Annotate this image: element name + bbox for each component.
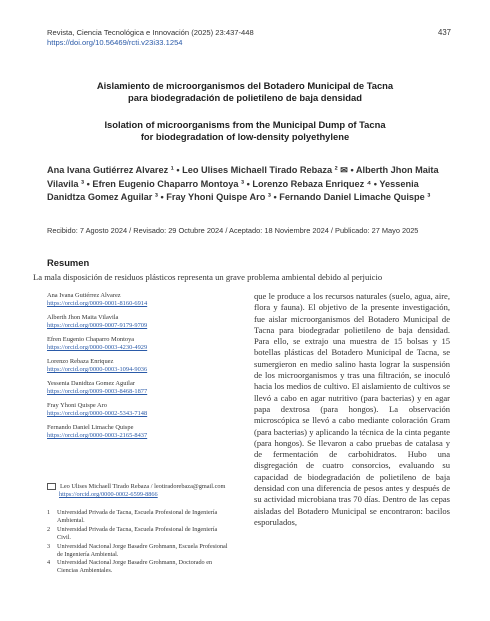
orcid-entry [47, 314, 227, 330]
orcid-entry [47, 402, 227, 418]
abstract-first-line: La mala disposición de residuos plásticos representa un grave problema ambiental debido al perjuicio [33, 272, 383, 282]
abstract-heading: Resumen [47, 257, 90, 268]
orcid-link[interactable]: https://orcid.org/0000-0002-5343-7148 [47, 410, 148, 417]
affiliation-item [47, 509, 232, 525]
orcid-entry [47, 336, 227, 352]
correspondence [47, 483, 232, 499]
affiliation-number: 4 [47, 559, 51, 567]
orcid-author-name: Lorenzo Rebaza Enriquez [47, 358, 114, 365]
orcid-entry [47, 358, 227, 374]
affiliation-number: 3 [47, 542, 51, 550]
orcid-author-name: Yessenia Danidtza Gomez Aguilar [47, 380, 135, 387]
affiliation-item [47, 526, 232, 542]
orcid-link[interactable]: https://orcid.org/0000-0003-2165-8437 [47, 432, 148, 439]
orcid-entry [47, 292, 227, 308]
orcid-author-name: Fray Yhoni Quispe Aro [47, 402, 107, 409]
orcid-entry [47, 380, 227, 396]
orcid-entry [47, 424, 227, 440]
affiliation-text: Universidad Nacional Jorge Basadre Grohmann, Escuela Profesional de Ingeniería Ambiental. [57, 542, 228, 558]
orcid-link[interactable]: https://orcid.org/0009-0007-9179-9709 [47, 322, 148, 329]
publication-dates: Recibido: 7 Agosto 2024 / Revisado: 29 Octubre 2024 / Aceptado: 18 Noviembre 2024 / Publicado: 27 Mayo 2025 [47, 226, 419, 235]
title-spanish-line-2: para biodegradación de polietileno de baja densidad [128, 92, 362, 103]
affiliation-item [47, 559, 232, 575]
abstract-body: que le produce a los recursos naturales (suelo, agua, aire, flora y fauna). El objetivo de la presente investigación, fue aislar microorganismos del Botadero Municipal de Tacna para biodegradar polietileno de baja densidad. Para ello, se extrajo una muestra de 15 bolsas y 15 botellas plásticas del Botadero Municipal de Tacna, se sumergieron en medio salino hasta lograr la suspensión de los microorganismos y tras una filtración, se inoculó hacia los medios de cultivo. El aislamiento de cultivos se llevó a cabo en agar nutritivo (para bacterias) y en agar papa dextrosa (para hongos). La observación microscópica se llevó a cabo mediante coloración Gram (para bacterias) y aplicando la técnica de la cinta pegante (para hongos). Se llevaron a cabo pruebas de catalasa y de fermentación de carbohidratos. Hubo una disgregación de cuatro consorcios, evaluando su capacidad de biodegradación de polietileno de baja densidad con una diferencia de pesos antes y después de su actividad microbiana tras 70 días. Dentro de las cepas aisladas del Botadero Municipal se encontraron: bacilos esporulados, [254, 291, 450, 527]
correspondence-orcid-link[interactable]: https://orcid.org/0000-0002-6599-8866 [59, 491, 158, 498]
orcid-author-name: Ana Ivana Gutiérrez Alvarez [47, 292, 121, 299]
orcid-author-name: Fernando Daniel Limache Quispe [47, 424, 134, 431]
affiliation-list [47, 509, 232, 576]
orcid-link[interactable]: https://orcid.org/0009-0001-8160-6914 [47, 300, 148, 307]
orcid-link[interactable]: https://orcid.org/0000-0003-1094-9036 [47, 366, 148, 373]
correspondence-text: Leo Ulises Michaell Tirado Rebaza / leotiradorebaza@gmail.com [60, 483, 226, 490]
affiliation-number: 1 [47, 509, 51, 516]
orcid-author-name: Efren Eugenio Chaparro Montoya [47, 336, 135, 343]
envelope-icon [47, 483, 56, 490]
author-list: Ana Ivana Gutiérrez Alvarez ¹ • Leo Ulises Michaell Tirado Rebaza ² ✉ • Alberth Jhon Maita Vilavila ³ • Efren Eugenio Chaparro Montoya ³ • Lorenzo Rebaza Enriquez ⁴ • Yessenia Danidtza Gomez Aguilar ³ • Fray Yhoni Quispe Aro ³ • Fernando Daniel Limache Quispe ³ [47, 165, 439, 203]
page-number: 437 [437, 28, 451, 37]
journal-citation: Revista, Ciencia Tecnológica e Innovación (2025) 23:437-448 [47, 28, 254, 37]
affiliation-text: Universidad Privada de Tacna, Escuela Profesional de Ingeniería Civil. [57, 525, 218, 541]
affiliation-text: Universidad Nacional Jorge Basadre Grohmann, Doctorado en Ciencias Ambientales. [57, 559, 213, 575]
doi-link[interactable]: https://doi.org/10.56469/rcti.v23i33.1254 [47, 38, 183, 47]
title-spanish [40, 80, 450, 104]
title-english-line-1: Isolation of microorganisms from the Municipal Dump of Tacna [104, 119, 386, 130]
affiliation-number: 2 [47, 525, 51, 533]
abstract-column [254, 291, 450, 528]
orcid-link[interactable]: https://orcid.org/0000-0003-4230-4929 [47, 344, 148, 351]
orcid-list [47, 292, 227, 446]
orcid-link[interactable]: https://orcid.org/0009-0003-8468-1877 [47, 388, 148, 395]
affiliation-text: Universidad Privada de Tacna, Escuela Profesional de Ingeniería Ambiental. [57, 509, 218, 524]
title-english [40, 119, 450, 143]
orcid-author-name: Alberth Jhon Maita Vilavila [47, 314, 119, 321]
affiliation-item [47, 543, 232, 559]
title-spanish-line-1: Aislamiento de microorganismos del Botadero Municipal de Tacna [96, 80, 394, 91]
title-english-line-2: for biodegradation of low-density polyethylene [140, 131, 350, 142]
